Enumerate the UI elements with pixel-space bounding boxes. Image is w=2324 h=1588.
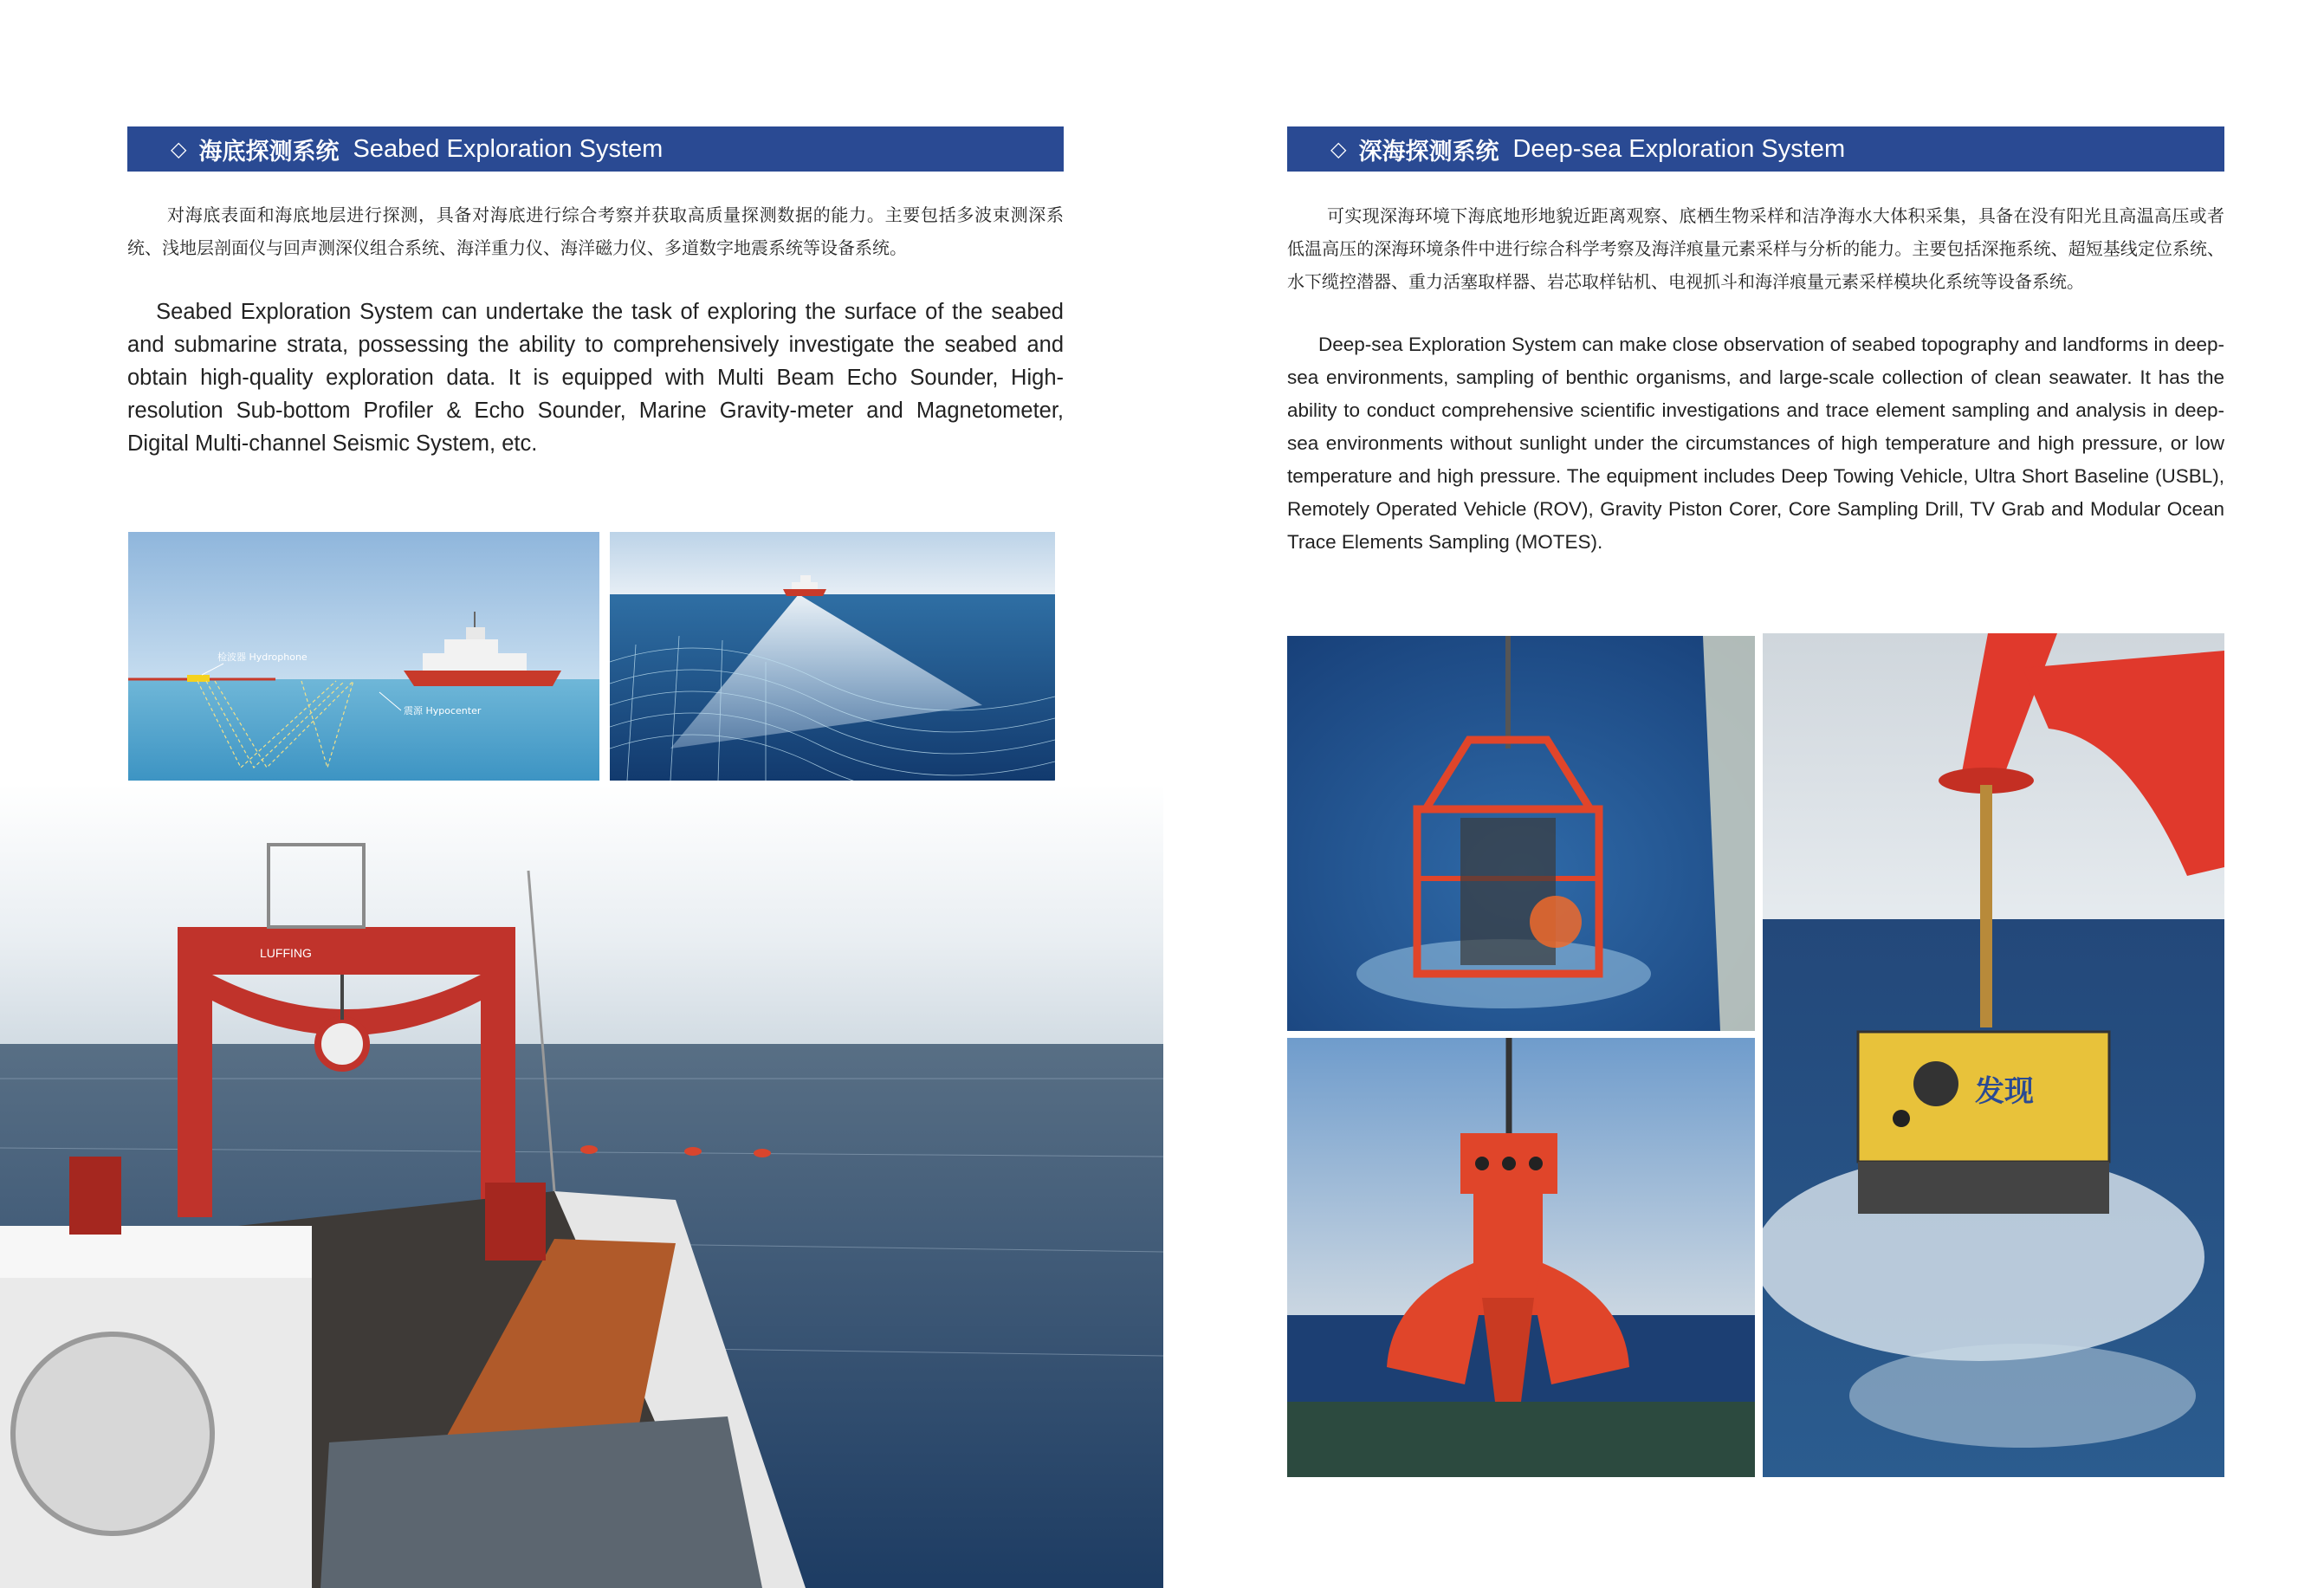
section-title-en: Deep-sea Exploration System (1512, 134, 1846, 163)
sampling-cage-photo (1287, 636, 1755, 1031)
rov-launch-photo (1763, 633, 2224, 1477)
seabed-description-en: Seabed Exploration System can undertake the task of exploring the surface of the seabed and submarine strata, possessing the ability to comprehensively investigate the seabed and obtain high-quality exploration data. It is equipped with Multi Beam Echo Sounder, High-resolution Sub-bottom Profiler & Echo Sounder, Marine Gravity-meter and Magnetometer, Digital Multi-channel Seismic System, etc. (127, 300, 1064, 456)
tv-grab-photo (1287, 1038, 1755, 1477)
rov-name-label: 发现 (1975, 1074, 2034, 1109)
research-vessel-deck-photo (0, 784, 1163, 1588)
hypocenter-label: 震源 Hypocenter (404, 705, 482, 716)
deep-sea-description-en: Deep-sea Exploration System can make close observation of seabed topography and landforms in deep-sea environments, sampling of benthic organisms, and large-scale collection of clean seawater. It has the ability to conduct comprehensive scientific investigations and trace element sampling and analysis in deep-sea environments without sunlight under the circumstances of high temperature and high pressure, or low temperature and high pressure. The equipment includes Deep Towing Vehicle, Ultra Short Baseline (USBL), Remotely Operated Vehicle (ROV), Gravity Piston Corer, Core Sampling Drill, TV Grab and Modular Ocean Trace Elements Sampling (MOTES). (1287, 334, 2224, 553)
section-title-zh: 海底探测系统 (198, 138, 340, 165)
section-header-deep-sea (1287, 126, 2224, 172)
a-frame-lettering: LUFFING (260, 946, 312, 960)
seismic-survey-diagram (128, 532, 599, 781)
section-header-seabed (127, 126, 1064, 172)
section-title-zh: 深海探测系统 (1358, 138, 1499, 165)
seabed-description-zh: 对海底表面和海底地层进行探测，具备对海底进行综合考察并获取高质量探测数据的能力。主要包括多波束测深系统、浅地层剖面仪与回声测深仪组合系统、海洋重力仪、海洋磁力仪、多道数字地震系统等设备系统。 (127, 204, 1064, 258)
diamond-bullet-icon: ◇ (1330, 137, 1347, 161)
deep-sea-description-zh: 可实现深海环境下海底地形地貌近距离观察、底栖生物采样和洁净海水大体积采集，具备在没有阳光且高温高压或者低温高压的深海环境条件中进行综合科学考察及海洋痕量元素采样与分析的能力。主要包括深拖系统、超短基线定位系统、水下缆控潜器、重力活塞取样器、岩芯取样钻机、电视抓斗和海洋痕量元素采样模块化系统等设备系统。 (1287, 205, 2224, 292)
section-title-en: Seabed Exploration System (353, 134, 664, 163)
multibeam-sonar-diagram (610, 532, 1055, 781)
diamond-bullet-icon: ◇ (171, 137, 187, 161)
hydrophone-label: 检波器 Hydrophone (217, 651, 307, 663)
